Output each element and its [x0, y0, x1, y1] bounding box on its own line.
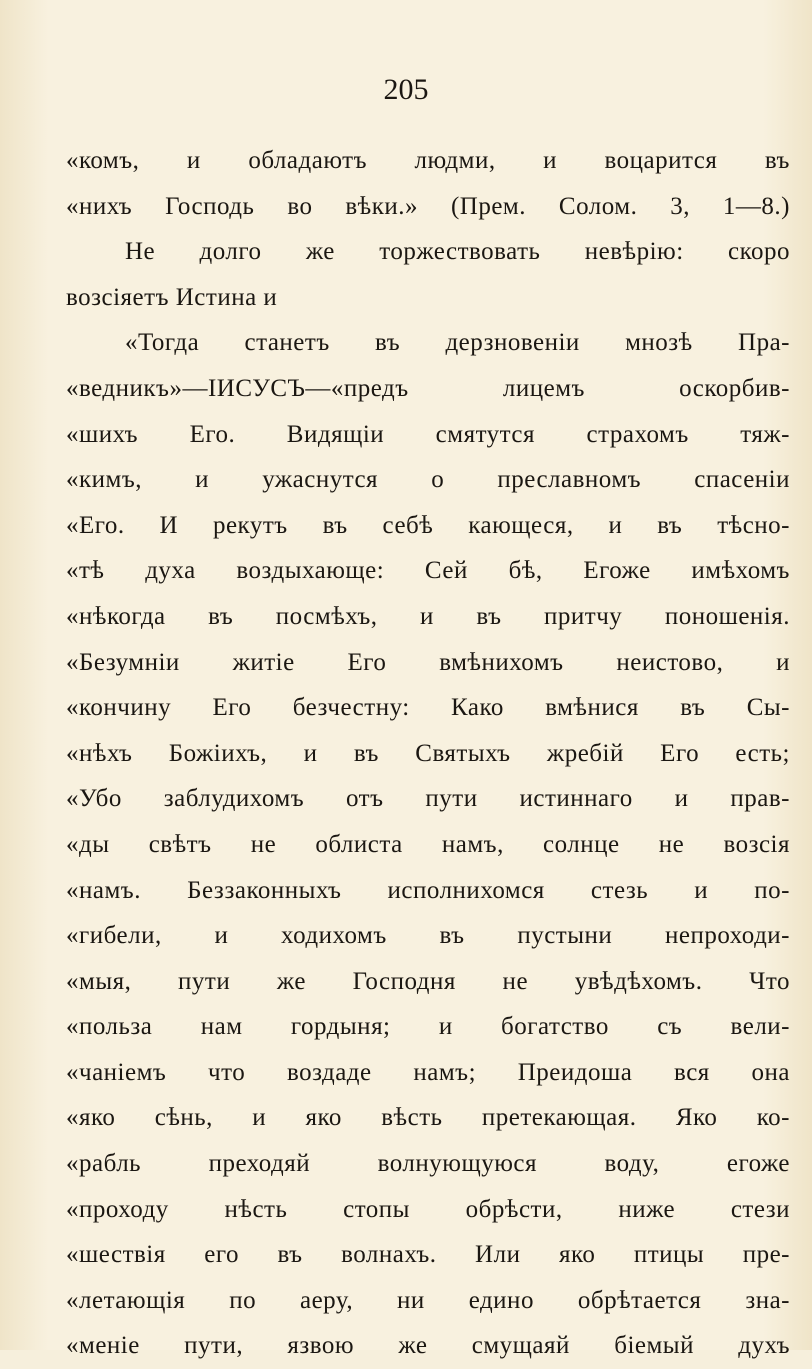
text-line: «шествія его въ волнахъ. Или яко птицы пре-	[66, 1241, 790, 1269]
text-line: «шихъ Его. Видящіи смятутся страхомъ тяж-	[66, 420, 790, 448]
text-line: «кимъ, и ужаснутся о преславномъ спасеніи	[66, 466, 790, 494]
page-number: 205	[383, 73, 429, 106]
text-line: «Тогда станетъ въ дерзновеніи мнозѣ Пра-	[125, 329, 790, 357]
text-line: «намъ. Беззаконныхъ исполнихомся стезь и по-	[66, 876, 790, 904]
text-line: «рабль преходяй волнующуюся воду, егоже	[66, 1150, 790, 1178]
text-line: «меніе пути, язвою же смущаяй біемый духъ	[66, 1332, 790, 1360]
text-line: «гибели, и ходихомъ въ пустыни непроходи-	[66, 922, 790, 950]
text-line: «яко сѣнь, и яко вѣсть претекающая. Яко ко-	[66, 1104, 790, 1132]
text-line: «летающія по аеру, ни едино обрѣтается зна-	[66, 1286, 790, 1314]
text-line: «Убо заблудихомъ отъ пути истиннаго и прав-	[66, 785, 790, 813]
text-line: «ведникъ»—ІИСУСЪ—«предъ лицемъ оскорбив-	[66, 374, 790, 402]
text-line: «кончину Его безчестну: Како вмѣнися въ Сы-	[66, 694, 790, 722]
text-line: «Безумніи житіе Его вмѣнихомъ неистово, и	[66, 648, 790, 676]
text-line: «польза нам гордыня; и богатство съ вели-	[66, 1013, 790, 1041]
body-text	[0, 138, 812, 1369]
text-line: «нѣхъ Божіихъ, и въ Святыхъ жребій Его есть;	[66, 739, 790, 767]
text-line: «чаніемъ что воздаде намъ; Преидоша вся она	[66, 1058, 790, 1086]
text-line: «тѣ духа воздыхающе: Сей бѣ, Егоже имѣхомъ	[66, 557, 790, 585]
text-line: «проходу нѣсть стопы обрѣсти, ниже стези	[66, 1195, 790, 1223]
text-line: «ды свѣтъ не облиста намъ, солнце не возсія	[66, 830, 790, 858]
text-line: возсіяетъ Истина и	[66, 283, 278, 311]
text-line: «Его. И рекутъ въ себѣ кающеся, и въ тѣсно-	[66, 511, 790, 539]
text-line: Не долго же торжествовать невѣрію: скоро	[125, 238, 790, 266]
text-line: «комъ, и обладаютъ людми, и воцарится въ	[66, 147, 790, 174]
text-line: «нѣкогда въ посмѣхъ, и въ притчу поношенія.	[66, 602, 790, 630]
text-line: «мыя, пути же Господня не увѣдѣхомъ. Что	[66, 967, 790, 995]
text-line: «нихъ Господь во вѣки.» (Прем. Солом. 3, 1—8.)	[66, 192, 790, 220]
